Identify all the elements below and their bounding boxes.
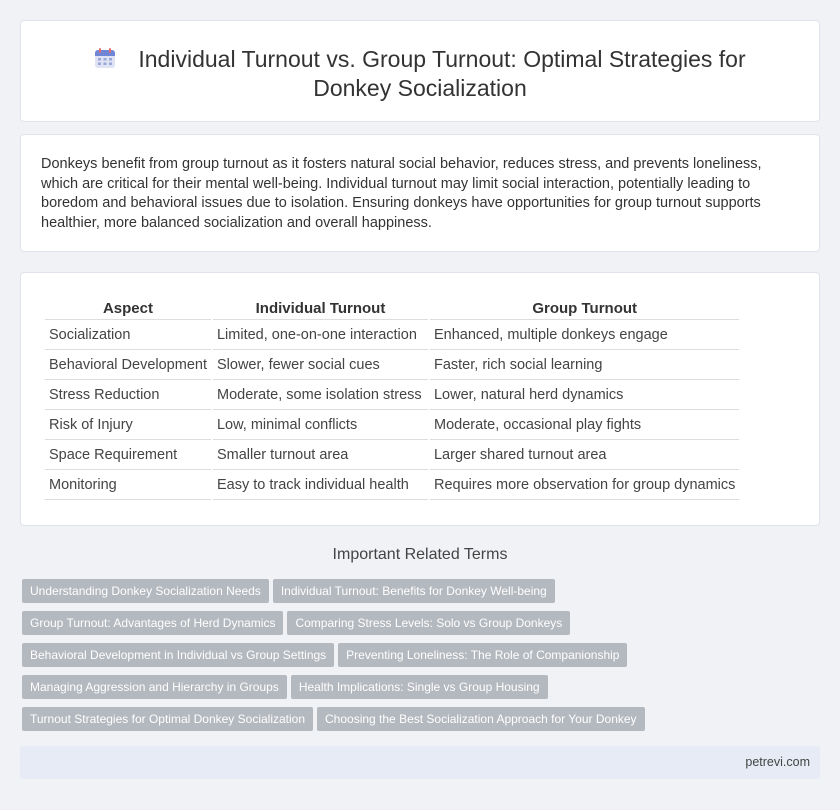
title-line-2: Donkey Socialization [313,75,527,101]
cell-group: Faster, rich social learning [430,352,739,380]
table-row [45,442,739,470]
intro-card [20,134,820,252]
calendar-icon [94,47,116,69]
title-line-1: Individual Turnout vs. Group Turnout: Optimal Strategies for [138,46,746,72]
related-term-tag[interactable]: Turnout Strategies for Optimal Donkey Socialization [22,707,313,731]
tag-row [22,611,822,643]
header-card [20,20,820,122]
tag-row [22,579,822,611]
tag-row [22,675,822,707]
tag-row [22,707,822,739]
cell-aspect: Behavioral Development [45,352,211,380]
column-header-aspect: Aspect [45,297,211,320]
related-term-tag[interactable]: Understanding Donkey Socialization Needs [22,579,269,603]
table-row [45,322,739,350]
cell-aspect: Socialization [45,322,211,350]
cell-group: Lower, natural herd dynamics [430,382,739,410]
comparison-card [20,272,820,526]
table-row [45,472,739,500]
cell-aspect: Risk of Injury [45,412,211,440]
cell-group: Requires more observation for group dynamics [430,472,739,500]
related-term-tag[interactable]: Preventing Loneliness: The Role of Companionship [338,643,627,667]
cell-individual: Limited, one-on-one interaction [213,322,428,350]
tag-row [22,643,822,675]
table-row [45,412,739,440]
cell-individual: Low, minimal conflicts [213,412,428,440]
related-terms-heading: Important Related Terms [332,546,508,563]
cell-group: Enhanced, multiple donkeys engage [430,322,739,350]
related-term-tag[interactable]: Managing Aggression and Hierarchy in Groups [22,675,287,699]
cell-group: Larger shared turnout area [430,442,739,470]
cell-aspect: Stress Reduction [45,382,211,410]
column-header-group: Group Turnout [430,297,739,320]
cell-individual: Smaller turnout area [213,442,428,470]
table-row [45,352,739,380]
related-term-tag[interactable]: Behavioral Development in Individual vs Group Settings [22,643,334,667]
table-header-row [45,297,739,320]
related-term-tag[interactable]: Choosing the Best Socialization Approach for Your Donkey [317,707,645,731]
related-term-tag[interactable]: Group Turnout: Advantages of Herd Dynamics [22,611,283,635]
comparison-table [43,295,741,502]
related-term-tag[interactable]: Comparing Stress Levels: Solo vs Group Donkeys [287,611,570,635]
cell-individual: Easy to track individual health [213,472,428,500]
column-header-individual: Individual Turnout [213,297,428,320]
intro-paragraph: Donkeys benefit from group turnout as it fosters natural social behavior, reduces stress, and prevents loneliness, which are critical for their mental well-being. Individual turnout may limit social interaction, potentially leading to boredom and behavioral issues due to isolation. Ensuring donkeys have opportunities for group turnout supports healthier, more balanced socialization and overall happiness. [41,156,762,231]
cell-individual: Moderate, some isolation stress [213,382,428,410]
cell-group: Moderate, occasional play fights [430,412,739,440]
cell-aspect: Monitoring [45,472,211,500]
footer [20,746,820,779]
cell-aspect: Space Requirement [45,442,211,470]
table-row [45,382,739,410]
related-term-tag[interactable]: Health Implications: Single vs Group Housing [291,675,548,699]
footer-site-link[interactable]: petrevi.com [745,755,810,769]
related-term-tag[interactable]: Individual Turnout: Benefits for Donkey Well-being [273,579,555,603]
related-terms-list [22,579,822,739]
cell-individual: Slower, fewer social cues [213,352,428,380]
page-title [21,45,819,103]
